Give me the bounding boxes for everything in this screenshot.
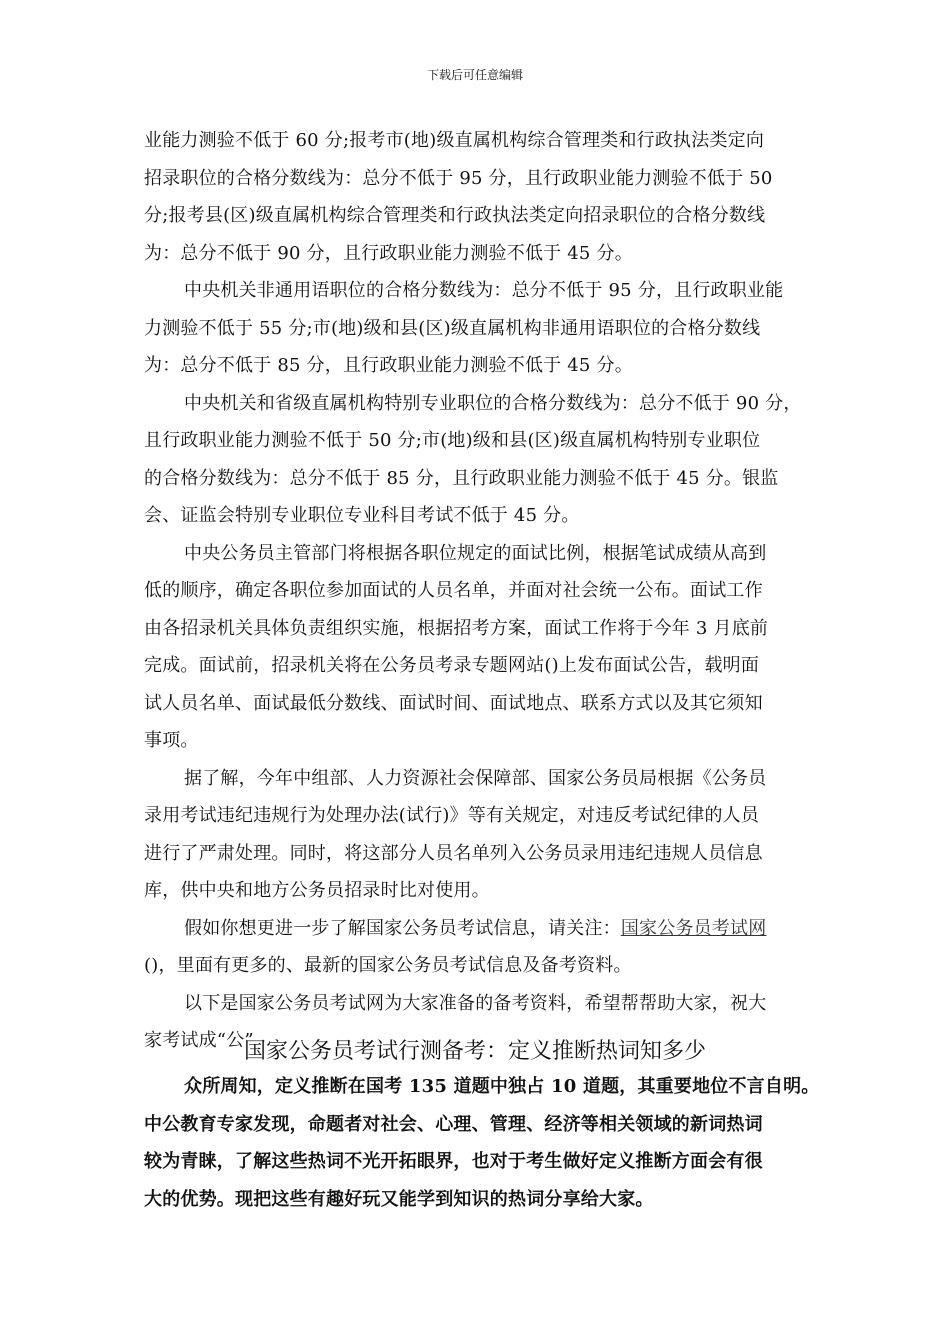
text-line: 中央机关和省级直属机构特别专业职位的合格分数线为：总分不低于 90 分， bbox=[184, 392, 802, 414]
text-line: 力测验不低于 55 分;市(地)级和县(区)级直属机构非通用语职位的合格分数线 bbox=[144, 317, 761, 339]
text-line: 事项。 bbox=[144, 730, 199, 751]
section-body bbox=[144, 1068, 824, 1218]
text-line: 据了解，今年中组部、人力资源社会保障部、国家公务员局根据《公务员 bbox=[184, 767, 767, 789]
document-body bbox=[144, 122, 816, 1060]
text-line: 进行了严肃处理。同时，将这部分人员名单列入公务员录用违纪违规人员信息 bbox=[144, 842, 763, 864]
text-line: 低的顺序，确定各职位参加面试的人员名单，并面对社会统一公布。面试工作 bbox=[144, 580, 763, 601]
text-line: 由各招录机关具体负责组织实施，根据招考方案，面试工作将于今年 3 月底前 bbox=[144, 617, 769, 639]
text-line: 为：总分不低于 85 分，且行政职业能力测验不低于 45 分。 bbox=[144, 355, 633, 376]
text-line: 招录职位的合格分数线为：总分不低于 95 分，且行政职业能力测验不低于 50 bbox=[144, 167, 773, 189]
text-line: 分;报考县(区)级直属机构综合管理类和行政执法类定向招录职位的合格分数线 bbox=[144, 205, 766, 226]
text-line: 以下是国家公务员考试网为大家准备的备考资料，希望帮帮助大家，祝大 bbox=[184, 992, 767, 1014]
text-line: 大的优势。现把这些有趣好玩又能学到知识的热词分享给大家。 bbox=[144, 1188, 654, 1210]
text-line: 中央公务员主管部门将根据各职位规定的面试比例，根据笔试成绩从高到 bbox=[184, 542, 767, 564]
page-header: 下载后可任意编辑 bbox=[426, 68, 523, 82]
exam-site-link[interactable]: 国家公务员考试网 bbox=[620, 917, 767, 939]
text-line: 库，供中央和地方公务员招录时比对使用。 bbox=[144, 880, 490, 901]
section-title: 国家公务员考试行测备考：定义推断热词知多少 bbox=[243, 1039, 706, 1064]
text-line: 较为青睐，了解这些热词不光开拓眼界，也对于考生做好定义推断方面会有很 bbox=[144, 1151, 763, 1172]
text-line: 为：总分不低于 90 分，且行政职业能力测验不低于 45 分。 bbox=[144, 242, 633, 264]
text-line: 且行政职业能力测验不低于 50 分;市(地)级和县(区)级直属机构特别专业职位 bbox=[144, 430, 761, 451]
text-line: 家考试成“公” bbox=[144, 1030, 254, 1051]
text-line: 的合格分数线为：总分不低于 85 分，且行政职业能力测验不低于 45 分。银监 bbox=[144, 467, 779, 489]
text-line: 众所周知，定义推断在国考 135 道题中独占 10 道题，其重要地位不言自明。 bbox=[184, 1076, 820, 1097]
text-line: 试人员名单、面试最低分数线、面试时间、面试地点、联系方式以及其它须知 bbox=[144, 692, 763, 714]
text-line: 录用考试违纪违规行为处理办法(试行)》等有关规定，对违反考试纪律的人员 bbox=[144, 805, 760, 826]
text-line: 中公教育专家发现，命题者对社会、心理、管理、经济等相关领域的新词热词 bbox=[144, 1113, 763, 1135]
text-line: 业能力测验不低于 60 分;报考市(地)级直属机构综合管理类和行政执法类定向 bbox=[144, 130, 765, 151]
text-line bbox=[144, 910, 816, 948]
text-line: 会、证监会特别专业职位专业科目考试不低于 45 分。 bbox=[144, 505, 580, 526]
link-prefix: 假如你想更进一步了解国家公务员考试信息，请关注： bbox=[184, 917, 621, 939]
text-line: 中央机关非通用语职位的合格分数线为：总分不低于 95 分，且行政职业能 bbox=[184, 280, 784, 301]
text-line: 完成。面试前，招录机关将在公务员考录专题网站()上发布面试公告，载明面 bbox=[144, 655, 760, 676]
text-line: ()，里面有更多的、最新的国家公务员考试信息及备考资料。 bbox=[144, 955, 632, 976]
